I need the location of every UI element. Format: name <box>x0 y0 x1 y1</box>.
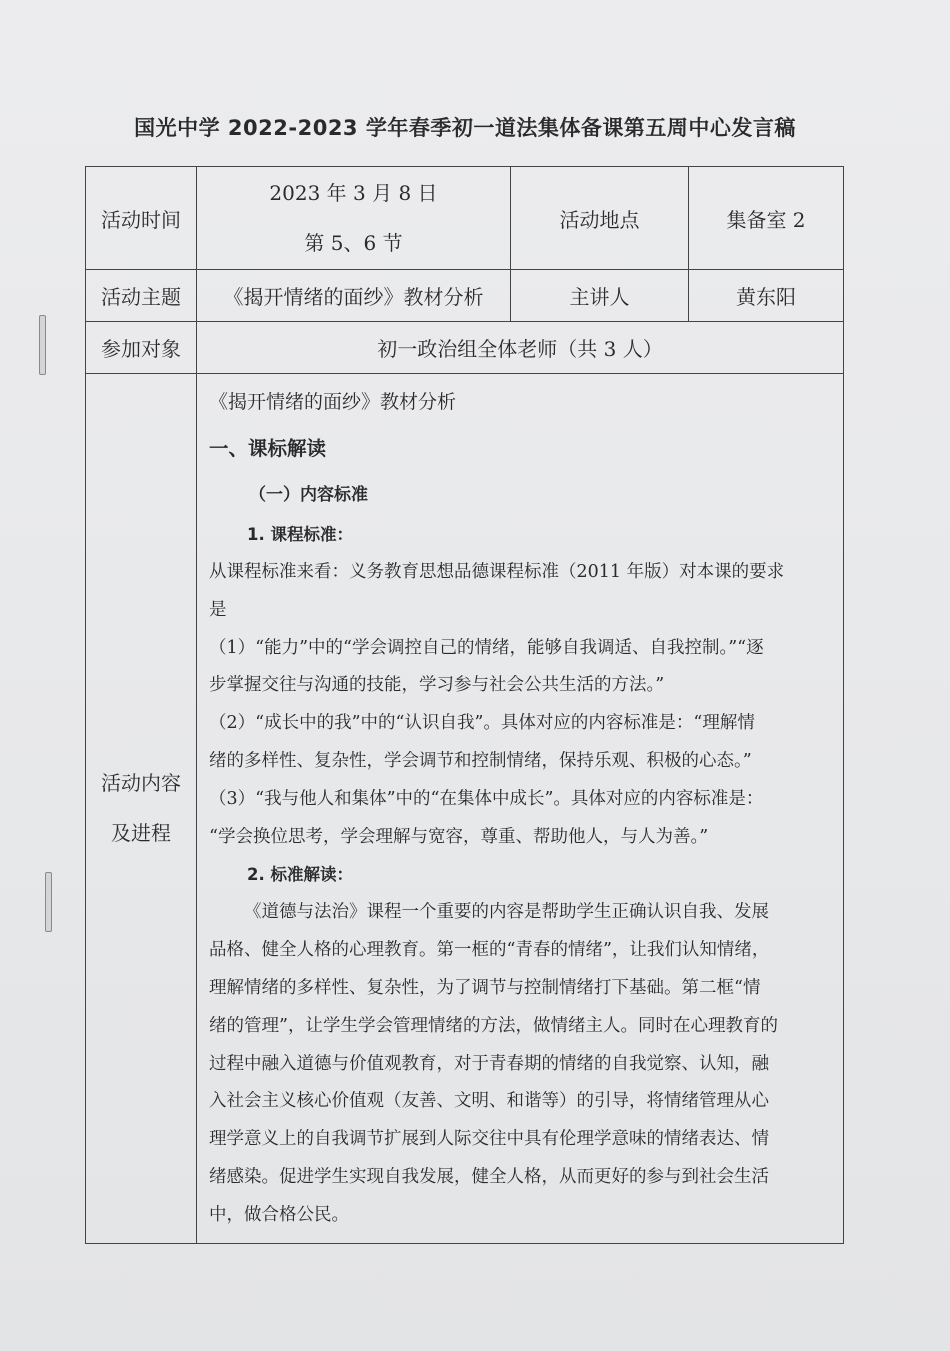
text-line: （3）“我与他人和集体”中的“在集体中成长”。具体对应的内容标准是： <box>209 788 764 809</box>
text-line: （2）“成长中的我”中的“认识自我”。具体对应的内容标准是：“理解情 <box>209 713 755 734</box>
participants-label: 参加对象 <box>86 322 197 374</box>
intro-title: 《揭开情绪的面纱》教材分析 <box>209 391 457 413</box>
paragraph-line: 过程中融入道德与价值观教育，对于青春期的情绪的自我觉察、认知，融 <box>209 1053 769 1074</box>
text-line: 是 <box>209 599 227 620</box>
activity-table <box>85 166 844 1244</box>
content-body <box>197 374 844 1244</box>
paragraph-line: 理学意义上的自我调节扩展到人际交往中具有伦理学意味的情绪表达、情 <box>209 1129 769 1150</box>
theme-value: 《揭开情绪的面纱》教材分析 <box>197 270 511 322</box>
section-heading: 一、课标解读 <box>209 437 327 460</box>
location-label: 活动地点 <box>511 167 689 270</box>
content-label-line1: 活动内容 <box>101 771 181 796</box>
row-participants <box>86 322 844 374</box>
subsection-heading: （一）内容标准 <box>249 485 368 505</box>
staple-bottom <box>45 872 52 932</box>
row-theme <box>86 270 844 322</box>
paragraph-line: 中，做合格公民。 <box>209 1204 349 1225</box>
time-value-cell <box>197 167 511 270</box>
time-label: 活动时间 <box>86 167 197 270</box>
paragraph-line: 品格、健全人格的心理教育。第一框的“青春的情绪”，让我们认知情绪， <box>209 940 770 961</box>
paragraph-line: 绪的管理”，让学生学会管理情绪的方法，做情绪主人。同时在心理教育的 <box>209 1015 778 1036</box>
paragraph-line: 入社会主义核心价值观（友善、文明、和谐等）的引导，将情绪管理从心 <box>209 1091 769 1112</box>
time-period: 第 5、6 节 <box>304 231 403 255</box>
participants-value: 初一政治组全体老师（共 3 人） <box>197 322 844 374</box>
item-heading-1: 1. 课程标准： <box>247 525 353 544</box>
content-label-cell <box>86 374 197 1244</box>
item-heading-2: 2. 标准解读： <box>247 865 353 885</box>
paragraph-line: 《道德与法治》课程一个重要的内容是帮助学生正确认识自我、发展 <box>244 902 769 923</box>
text-line: 从课程标准来看：义务教育思想品德课程标准（2011 年版）对本课的要求 <box>209 562 785 582</box>
text-line: （1）“能力”中的“学会调控自己的情绪，能够自我调适、自我控制。”“逐 <box>209 637 764 658</box>
text-line: 步掌握交往与沟通的技能，学习参与社会公共生活的方法。” <box>209 675 665 696</box>
theme-label: 活动主题 <box>86 270 197 322</box>
speaker-value: 黄东阳 <box>689 270 844 322</box>
row-time <box>86 167 844 270</box>
time-date: 2023 年 3 月 8 日 <box>269 181 438 205</box>
location-value: 集备室 2 <box>689 167 844 270</box>
speaker-label: 主讲人 <box>511 270 689 322</box>
paragraph-line: 绪感染。促进学生实现自我发展，健全人格，从而更好的参与到社会生活 <box>209 1166 769 1187</box>
document-title: 国光中学 2022-2023 学年春季初一道法集体备课第五周中心发言稿 <box>134 116 796 140</box>
content-label-line2: 及进程 <box>111 821 171 846</box>
staple-top <box>39 315 46 375</box>
row-content <box>86 374 844 1244</box>
text-line: 绪的多样性、复杂性，学会调节和控制情绪，保持乐观、积极的心态。” <box>209 750 752 771</box>
text-line: “学会换位思考，学会理解与宽容，尊重、帮助他人，与人为善。” <box>209 826 709 847</box>
paragraph-line: 理解情绪的多样性、复杂性，为了调节与控制情绪打下基础。第二框“情 <box>209 977 761 998</box>
